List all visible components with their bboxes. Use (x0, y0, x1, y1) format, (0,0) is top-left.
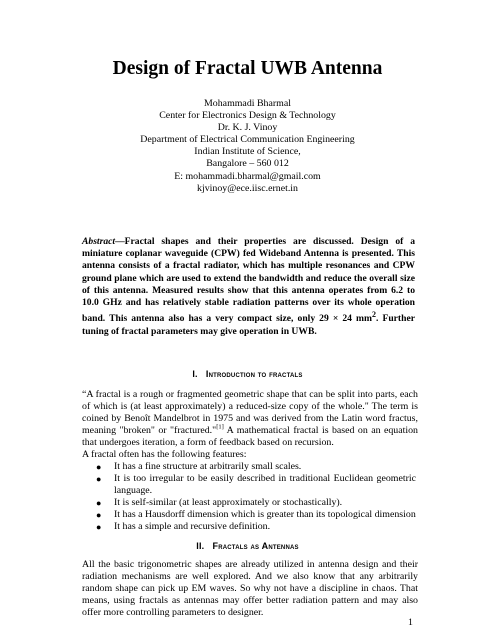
abstract (82, 236, 415, 338)
feature-text: It has a Hausdorff dimension which is greater than its topological dimension (114, 509, 416, 520)
author-name: Mohammadi Bharmal (204, 98, 291, 109)
page-number: 1 (408, 617, 413, 628)
author-affiliation: Center for Electronics Design & Technology (159, 110, 336, 122)
section-title: Fractals as Antennas (212, 541, 299, 551)
author-email: E: mohammadi.bharmal@gmail.com (174, 170, 321, 182)
bullet-icon: ● (96, 522, 102, 532)
author-department: Department of Electrical Communication Engineering (140, 134, 355, 146)
list-item (96, 473, 416, 497)
list-item (96, 509, 416, 521)
section-number: I. (192, 369, 198, 379)
author-city: Bangalore – 560 012 (206, 158, 289, 170)
list-item (96, 461, 416, 473)
intro-paragraph (82, 389, 418, 449)
author-name: Dr. K. J. Vinoy (217, 122, 278, 134)
author-email: kjvinoy@ece.iisc.ernet.in (197, 182, 298, 194)
features-intro: A fractal often has the following features: (82, 449, 247, 460)
abstract-dash: — (115, 236, 125, 247)
antennas-paragraph: All the basic trigonometric shapes are already utilized in antenna design and their radiation mechanisms are well explored. And we also know that any arbitrarily random shape can pick up EM waves. So why not have a discipline in chaos. That means, using fractals as antennas may offer better radiation pattern and may also offer more controlling parameters to designer. (82, 559, 418, 618)
author-block (0, 98, 495, 195)
citation-ref: [1] (216, 423, 224, 431)
abstract-text: Fractal shapes and their properties are discussed. Design of a miniature coplanar waveguide (CPW) fed Wideband Antenna is presented. This antenna consists of a fractal radiator, which has multiple resonances and CPW ground plane which are used to extend the bandwidth and reduce the overall size of this antenna. Measured results show that this antenna operates from 6.2 to 10.0 GHz and has relatively stable radiation patterns over its whole operation band. This antenna also has a very compact size, only 29 × 24 mm (82, 236, 415, 325)
paper-title: Design of Fractal UWB Antenna (112, 58, 383, 79)
bullet-icon: ● (96, 474, 102, 484)
intro-text: “A fractal is a rough or fragmented geometric shape that can be split into parts, each of which is (at least approximately) a reduced-size copy of the whole." The term is coined by Benoît Mandelbrot in 1975 and was derived from the Latin word fractus, meaning "broken" or "fractured." (82, 389, 418, 436)
section-title: Introduction to fractals (205, 369, 303, 379)
features-list (96, 461, 416, 533)
abstract-tail: . Further tuning of fractal parameters may give operation in UWB. (82, 313, 415, 337)
abstract-label: Abstract (82, 236, 116, 247)
list-item (96, 521, 416, 533)
bullet-icon: ● (96, 510, 102, 520)
intro-text-cont: A mathematical fractal is based on an equation that undergoes iteration, a form of feedback based on recursion. (82, 425, 418, 448)
section-heading-intro (0, 369, 495, 379)
bullet-icon: ● (96, 498, 102, 508)
feature-text: It has a fine structure at arbitrarily small scales. (114, 461, 302, 472)
feature-text: It is self-similar (at least approximately or stochastically). (114, 497, 343, 508)
feature-text: It is too irregular to be easily described in traditional Euclidean geometric language. (114, 473, 416, 496)
feature-text: It has a simple and recursive definition. (114, 521, 271, 532)
section-number: II. (196, 541, 205, 551)
list-item (96, 497, 416, 509)
bullet-icon: ● (96, 462, 102, 472)
section-heading-antennas (0, 541, 495, 551)
author-institute: Indian Institute of Science, (194, 146, 301, 158)
abstract-superscript: 2 (372, 310, 377, 320)
